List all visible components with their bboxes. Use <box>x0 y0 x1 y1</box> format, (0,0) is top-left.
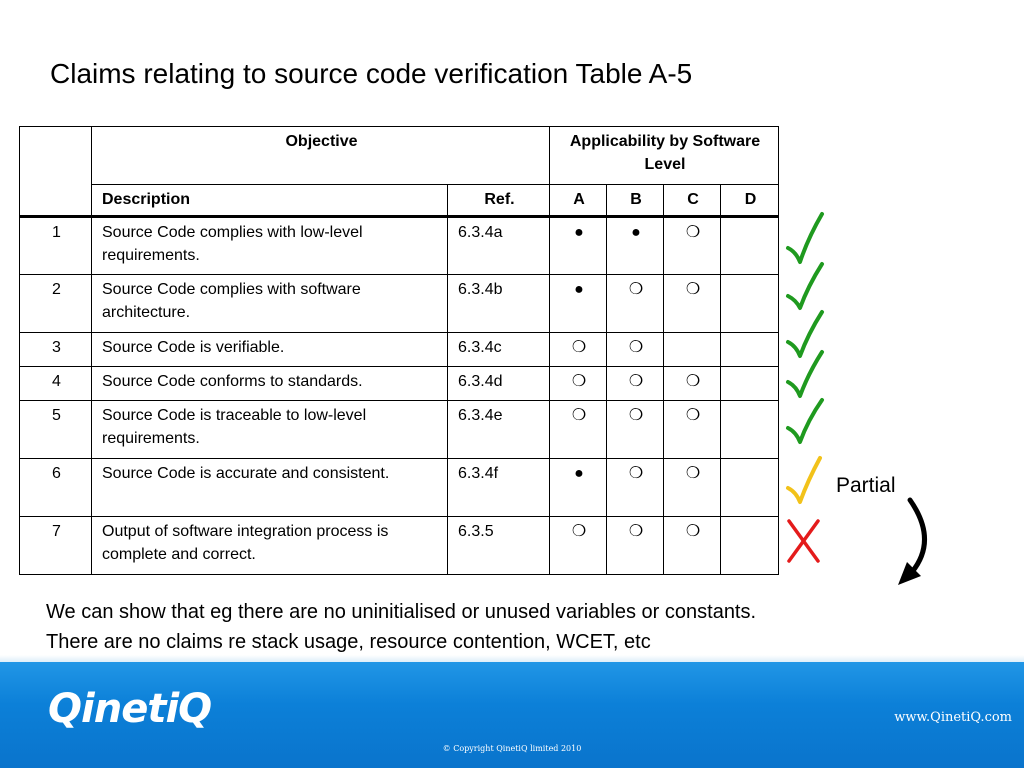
level-d-cell <box>721 517 779 575</box>
row-number: 6 <box>20 459 92 517</box>
level-a-cell: ❍ <box>550 367 607 401</box>
check-icon <box>788 352 822 396</box>
level-c-header: C <box>664 185 721 217</box>
level-a-cell: ❍ <box>550 401 607 459</box>
level-a-header: A <box>550 185 607 217</box>
level-a-cell: ● <box>550 459 607 517</box>
level-c-cell <box>664 333 721 367</box>
row-ref: 6.3.4a <box>448 217 550 275</box>
row-ref: 6.3.4e <box>448 401 550 459</box>
row-ref: 6.3.4d <box>448 367 550 401</box>
partial-label: Partial <box>836 474 896 497</box>
table-row <box>20 333 779 367</box>
check-icon <box>788 264 822 308</box>
table-row <box>20 367 779 401</box>
row-number: 5 <box>20 401 92 459</box>
slide-title: Claims relating to source code verification Table A-5 <box>50 58 693 89</box>
level-b-cell: ❍ <box>607 275 664 333</box>
level-d-cell <box>721 333 779 367</box>
check-icon <box>788 214 822 262</box>
qinetiq-logo: QinetiQ <box>48 686 212 732</box>
table-row <box>20 459 779 517</box>
level-d-cell <box>721 459 779 517</box>
level-a-cell: ❍ <box>550 333 607 367</box>
table-row <box>20 401 779 459</box>
row-description: Output of software integration process is complete and correct. <box>92 517 448 575</box>
row-description: Source Code is traceable to low-level requirements. <box>92 401 448 459</box>
row-description: Source Code complies with low-level requirements. <box>92 217 448 275</box>
level-c-cell: ❍ <box>664 517 721 575</box>
level-b-cell: ● <box>607 217 664 275</box>
row-description: Source Code is verifiable. <box>92 333 448 367</box>
level-c-cell: ❍ <box>664 217 721 275</box>
website-url: www.QinetiQ.com <box>894 710 1012 725</box>
check-icon <box>788 312 822 356</box>
level-b-cell: ❍ <box>607 401 664 459</box>
row-ref: 6.3.4f <box>448 459 550 517</box>
table-row <box>20 275 779 333</box>
level-a-cell: ● <box>550 275 607 333</box>
description-header: Description <box>92 185 448 217</box>
level-b-cell: ❍ <box>607 333 664 367</box>
level-b-cell: ❍ <box>607 459 664 517</box>
level-c-cell: ❍ <box>664 275 721 333</box>
level-b-cell: ❍ <box>607 517 664 575</box>
level-a-cell: ❍ <box>550 517 607 575</box>
row-number-header <box>20 127 92 217</box>
cross-icon <box>789 521 818 561</box>
notes <box>46 597 756 657</box>
row-description: Source Code complies with software architecture. <box>92 275 448 333</box>
objective-header: Objective <box>92 127 550 185</box>
check-icon <box>788 400 822 442</box>
table-row <box>20 217 779 275</box>
level-b-cell: ❍ <box>607 367 664 401</box>
level-d-header: D <box>721 185 779 217</box>
row-description: Source Code is accurate and consistent. <box>92 459 448 517</box>
claims-table <box>19 126 779 575</box>
row-description: Source Code conforms to standards. <box>92 367 448 401</box>
level-c-cell: ❍ <box>664 459 721 517</box>
level-d-cell <box>721 401 779 459</box>
applicability-header: Applicability by Software Level <box>550 127 779 185</box>
row-ref: 6.3.4c <box>448 333 550 367</box>
row-number: 4 <box>20 367 92 401</box>
level-d-cell <box>721 217 779 275</box>
level-c-cell: ❍ <box>664 401 721 459</box>
level-d-cell <box>721 367 779 401</box>
level-b-header: B <box>607 185 664 217</box>
level-c-cell: ❍ <box>664 367 721 401</box>
curved-arrow-icon <box>898 500 925 585</box>
row-ref: 6.3.5 <box>448 517 550 575</box>
level-a-cell: ● <box>550 217 607 275</box>
row-number: 2 <box>20 275 92 333</box>
note-line: There are no claims re stack usage, resource contention, WCET, etc <box>46 631 651 653</box>
ref-header: Ref. <box>448 185 550 217</box>
row-number: 7 <box>20 517 92 575</box>
row-number: 3 <box>20 333 92 367</box>
partial-check-icon <box>788 458 820 502</box>
row-ref: 6.3.4b <box>448 275 550 333</box>
copyright-notice: © Copyright QinetiQ limited 2010 <box>442 744 582 753</box>
note-line: We can show that eg there are no uninitialised or unused variables or constants. <box>46 601 757 623</box>
row-number: 1 <box>20 217 92 275</box>
table-row <box>20 517 779 575</box>
level-d-cell <box>721 275 779 333</box>
